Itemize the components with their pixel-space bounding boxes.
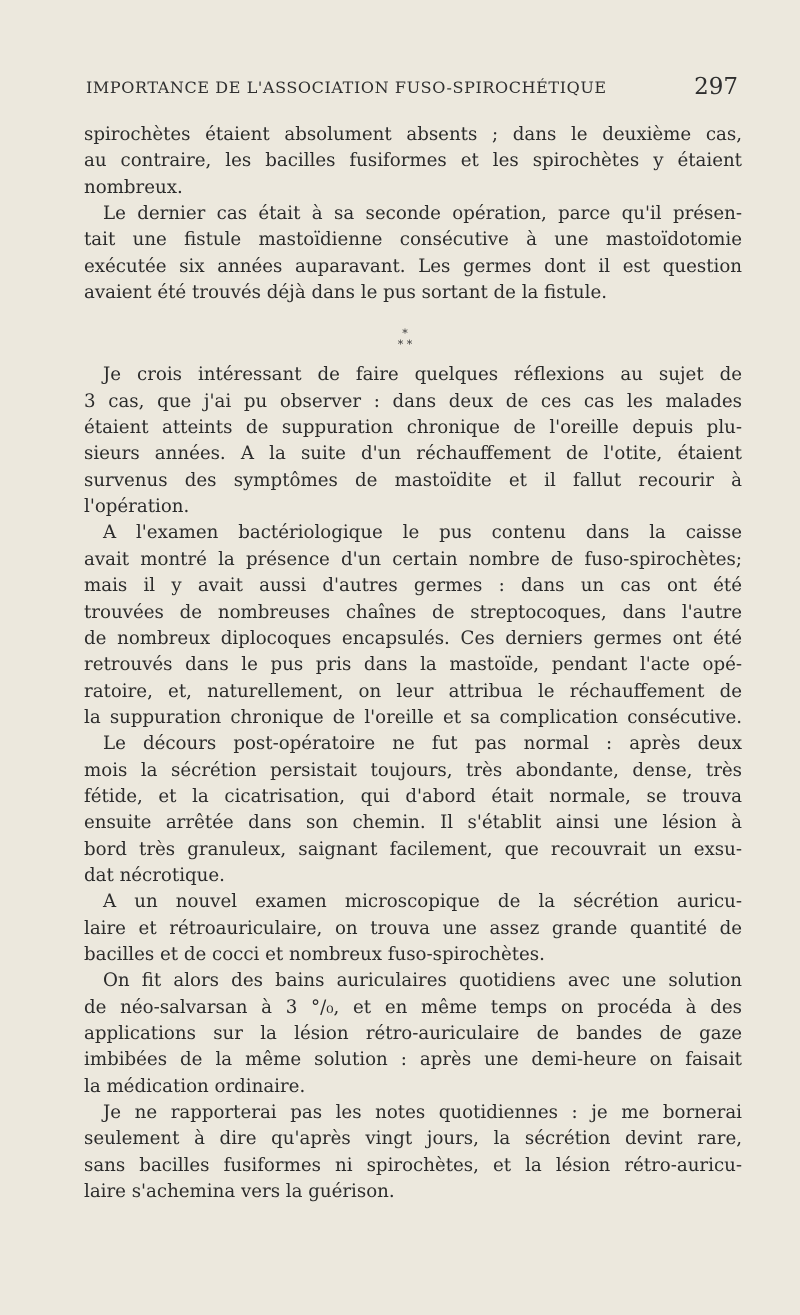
text-line: mais il y avait aussi d'autres germes : dans un cas ont été (84, 575, 742, 597)
text-line: sieurs années. A la suite d'un réchauffement de l'otite, étaient (84, 443, 742, 465)
text-line: nombreux. (84, 176, 183, 198)
text-line: la suppuration chronique de l'oreille et sa complication consécutive. (84, 706, 742, 728)
section-ornament (84, 306, 742, 362)
text-line: survenus des symptômes de mastoïdite et il fallut recourir à (84, 469, 742, 491)
text-line: ensuite arrêtée dans son chemin. Il s'établit ainsi une lésion à (84, 812, 742, 834)
running-title: IMPORTANCE DE L'ASSOCIATION FUSO-SPIROCHÉTIQUE (86, 78, 607, 97)
text-line: fétide, et la cicatrisation, qui d'abord était normale, se trouva (84, 785, 742, 807)
text-line: sans bacilles fusiformes ni spirochètes, et la lésion rétro-auricu- (84, 1154, 742, 1176)
text-line: A un nouvel examen microscopique de la sécrétion auricu- (103, 891, 742, 913)
text-line: Le décours post-opératoire ne fut pas normal : après deux (103, 733, 742, 755)
body-text (84, 122, 742, 1205)
text-line: ratoire, et, naturellement, on leur attribua le réchauffement de (84, 680, 742, 702)
text-line: l'opération. (84, 496, 190, 518)
text-line: On fit alors des bains auriculaires quotidiens avec une solution (103, 970, 742, 992)
text-line: Je ne rapporterai pas les notes quotidiennes : je me bornerai (103, 1102, 742, 1124)
text-line: laire s'achemina vers la guérison. (84, 1181, 395, 1203)
text-line: seulement à dire qu'après vingt jours, la sécrétion devint rare, (84, 1128, 742, 1150)
text-line: laire et rétroauriculaire, on trouva une assez grande quantité de (84, 917, 742, 939)
text-line: bord très granuleux, saignant facilement, que recouvrait un exsu- (84, 838, 742, 860)
text-line: bacilles et de cocci et nombreux fuso-spirochètes. (84, 943, 545, 965)
text-line: imbibées de la même solution : après une demi-heure on faisait (84, 1049, 742, 1071)
text-line: trouvées de nombreuses chaînes de streptocoques, dans l'autre (84, 601, 742, 623)
text-line: étaient atteints de suppuration chronique de l'oreille depuis plu- (84, 417, 742, 439)
text-line: tait une fistule mastoïdienne consécutive à une mastoïdotomie (84, 229, 742, 251)
page-number: 297 (694, 74, 738, 100)
text-line: Je crois intéressant de faire quelques réflexions au sujet de (103, 364, 742, 386)
asterism-bottom: * * (397, 338, 413, 352)
text-line: Le dernier cas était à sa seconde opération, parce qu'il présen- (103, 203, 742, 225)
text-line: applications sur la lésion rétro-auriculaire de bandes de gaze (84, 1023, 742, 1044)
asterism-top: * (402, 327, 408, 341)
text-line: de néo-salvarsan à 3 °/₀, et en même temps on procéda à des (84, 996, 742, 1018)
text-line: de nombreux diplocoques encapsulés. Ces derniers germes ont été (84, 627, 742, 649)
text-line: exécutée six années auparavant. Les germes dont il est question (84, 255, 742, 277)
text-line: retrouvés dans le pus pris dans la mastoïde, pendant l'acte opé- (84, 654, 742, 676)
text-line: 3 cas, que j'ai pu observer : dans deux de ces cas les malades (84, 390, 742, 412)
text-line: dat nécrotique. (84, 864, 225, 886)
text-line: spirochètes étaient absolument absents ; dans le deuxième cas, (84, 124, 742, 145)
text-line: la médication ordinaire. (84, 1075, 306, 1097)
asterism-ornament (392, 328, 418, 350)
text-line: au contraire, les bacilles fusiformes et les spirochètes y étaient (84, 150, 742, 172)
text-line: A l'examen bactériologique le pus contenu dans la caisse (103, 522, 742, 544)
text-line: mois la sécrétion persistait toujours, très abondante, dense, très (84, 759, 742, 781)
text-line: avaient été trouvés déjà dans le pus sortant de la fistule. (84, 282, 608, 304)
text-line: avait montré la présence d'un certain nombre de fuso-spirochètes; (84, 548, 742, 570)
